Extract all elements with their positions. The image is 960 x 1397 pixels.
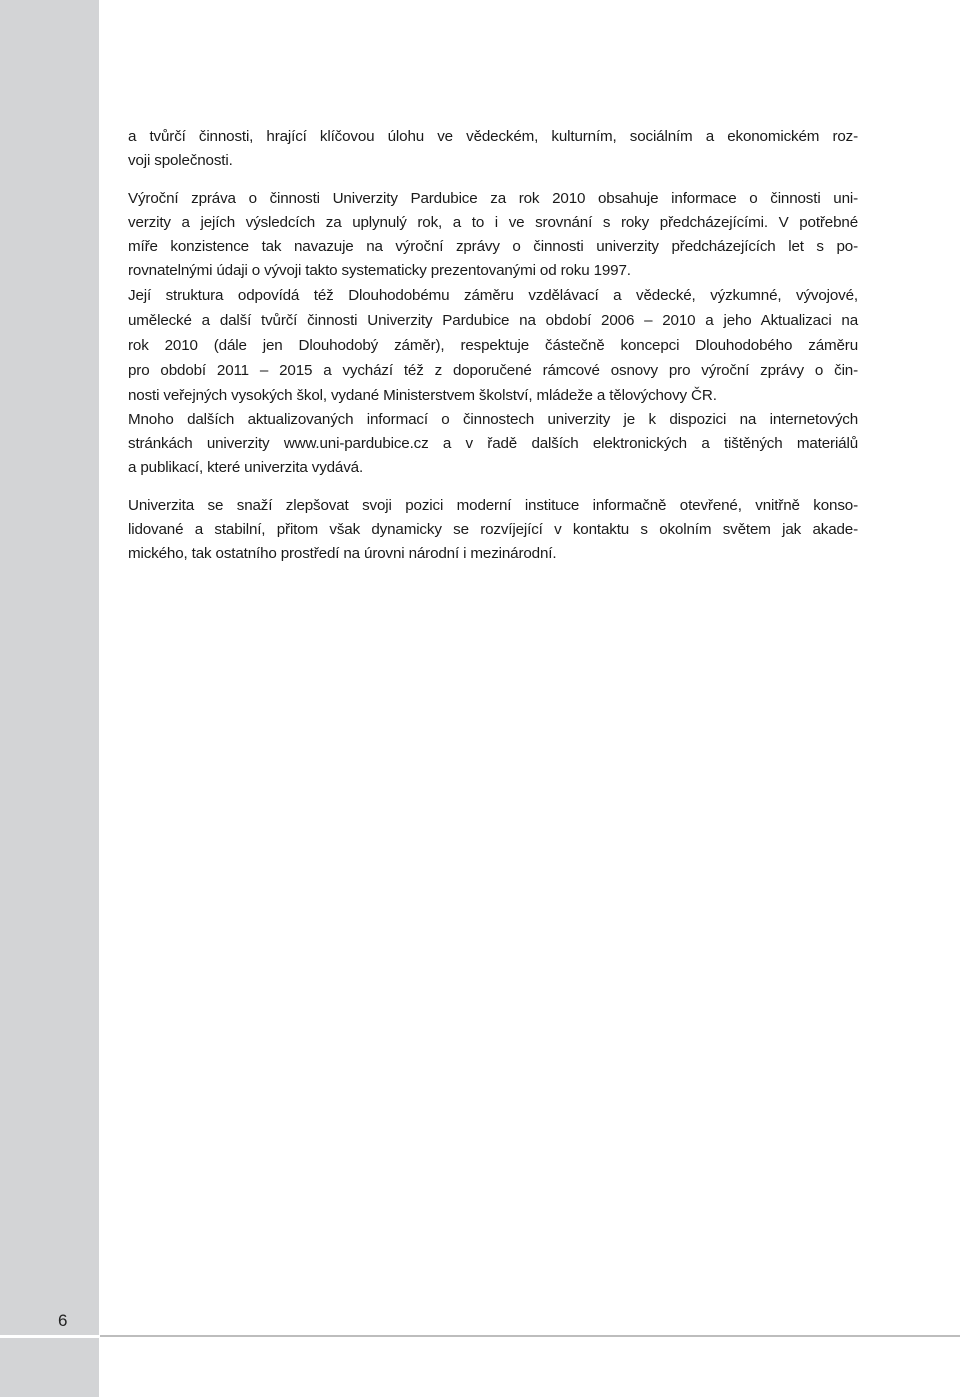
text-line: Výroční zpráva o činnosti Univerzity Pardubice za rok 2010 obsahuje informace o činnosti uni- [128, 190, 858, 207]
text-line: stránkách univerzity www.uni-pardubice.cz a v řadě dalších elektronických a tištěných materiálů [128, 435, 858, 452]
text-line: verzity a jejích výsledcích za uplynulý rok, a to i ve srovnání s roky předcházejícími. V potřebné [128, 214, 858, 231]
text-line: nosti veřejných vysokých škol, vydané Ministerstvem školství, mládeže a tělovýchovy ČR. [128, 387, 717, 404]
footer-rule [100, 1335, 960, 1337]
page-margin-strip [0, 0, 99, 1397]
text-line: Univerzita se snaží zlepšovat svoji pozici moderní instituce informačně otevřené, vnitřně konso- [128, 497, 858, 514]
text-line: voji společnosti. [128, 152, 233, 169]
text-line: Mnoho dalších aktualizovaných informací o činnostech univerzity je k dispozici na internetových [128, 411, 858, 428]
strip-divider [0, 1335, 99, 1338]
text-line: míře konzistence tak navazuje na výroční zprávy o činnosti univerzity předcházejících let s po- [128, 238, 858, 255]
text-line: rovnatelnými údaji o vývoji takto systematicky prezentovanými od roku 1997. [128, 262, 631, 279]
text-line: umělecké a další tvůrčí činnosti Univerzity Pardubice na období 2006 – 2010 a jeho Aktualizaci na [128, 312, 858, 329]
text-line: mického, tak ostatního prostředí na úrovni národní i mezinárodní. [128, 545, 557, 562]
text-line: a tvůrčí činnosti, hrající klíčovou úlohu ve vědeckém, kulturním, sociálním a ekonomickém roz- [128, 128, 858, 145]
text-line: a publikací, které univerzita vydává. [128, 459, 364, 476]
text-line: pro období 2011 – 2015 a vychází též z doporučené rámcové osnovy pro výroční zprávy o čin- [128, 362, 858, 379]
text-line: Její struktura odpovídá též Dlouhodobému záměru vzdělávací a vědecké, výzkumné, vývojové, [128, 287, 858, 304]
page-number: 6 [58, 1311, 68, 1330]
text-line: rok 2010 (dále jen Dlouhodobý záměr), respektuje částečně koncepci Dlouhodobého záměru [128, 337, 858, 354]
text-line: lidované a stabilní, přitom však dynamicky se rozvíjející v kontaktu s okolním světem jak akade- [128, 521, 858, 538]
